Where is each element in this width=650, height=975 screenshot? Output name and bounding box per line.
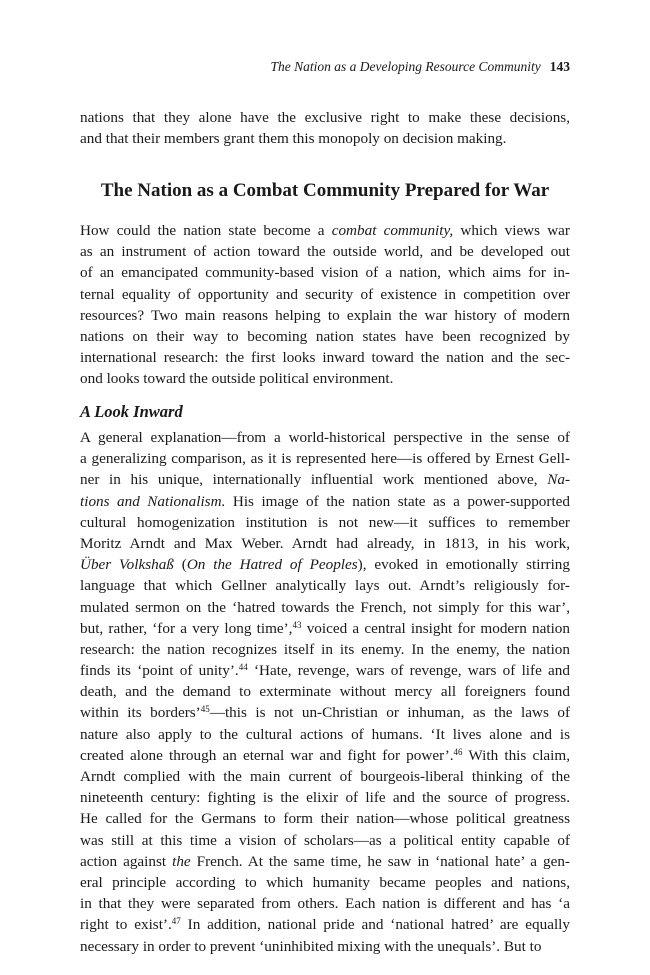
text-line — [80, 284, 570, 305]
text-line — [80, 893, 570, 914]
text-line — [80, 469, 570, 490]
text-line — [80, 745, 570, 766]
text-line — [80, 914, 570, 935]
text-run: His image of the nation state as a power-supported — [225, 492, 570, 510]
footnote-ref: 43 — [292, 619, 302, 630]
footnote-ref: 45 — [200, 704, 210, 715]
text-run: finds its ‘point of unity’. — [80, 662, 239, 680]
text-run: ond looks toward the outside political environment. — [80, 370, 394, 388]
text-run: mulated sermon on the ‘hatred towards the French, not simply for this war’, — [80, 598, 570, 616]
text-run: ‘Hate, revenge, wars of revenge, wars of life and — [247, 662, 570, 680]
text-run: eral principle according to which humanity became peoples and nations, — [80, 873, 570, 891]
text-run: Moritz Arndt and Max Weber. Arndt had already, in 1813, in his work, — [80, 534, 570, 552]
text-line — [80, 107, 570, 128]
text-run: and that their members grant them this monopoly on decision making. — [80, 130, 507, 148]
text-run: ternal equality of opportunity and security of existence in competition over — [80, 285, 570, 303]
text-run: ), evoked in emotionally stirring — [357, 556, 570, 574]
text-line — [80, 618, 570, 639]
text-run: nations on their way to becoming nation states have been recognized by — [80, 327, 570, 345]
running-head-title: The Nation as a Developing Resource Community — [270, 59, 541, 74]
text-line — [80, 830, 570, 851]
running-head — [271, 59, 570, 75]
text-run: ner in his unique, internationally influential work mentioned above, — [80, 471, 548, 489]
text-run: necessary in order to prevent ‘uninhibited mixing with the unequals’. But to — [80, 937, 542, 955]
text-run: death, and the demand to exterminate without mercy all foreigners found — [80, 683, 570, 701]
text-run: voiced a central insight for modern nation — [301, 619, 570, 637]
text-line — [80, 872, 570, 893]
text-run: of an emancipated community-based vision of a nation, which aims for in- — [80, 264, 570, 282]
text-line — [80, 660, 570, 681]
footnote-ref: 46 — [453, 746, 463, 757]
text-line — [80, 702, 570, 723]
text-run: within its borders’ — [80, 704, 201, 722]
footnote-ref: 47 — [171, 916, 181, 927]
paragraph-combat-community — [80, 220, 570, 390]
italic-text: combat community, — [331, 222, 454, 239]
text-line — [80, 262, 570, 283]
paragraph-continuation — [80, 107, 570, 149]
text-run: as an instrument of action toward the outside world, and be developed out — [80, 243, 570, 261]
section-heading: The Nation as a Combat Community Prepared for War — [100, 180, 550, 201]
text-run: He called for the Germans to form their nation—whose political greatness — [80, 810, 570, 828]
text-run: Arndt complied with the main current of bourgeois-liberal thinking of the — [80, 768, 570, 785]
text-line — [80, 936, 570, 957]
text-run: French. At the same time, he saw in ‘national hate’ a gen- — [190, 852, 570, 870]
italic-text: Na- — [547, 471, 570, 489]
text-run: but, rather, ‘for a very long time’, — [80, 619, 293, 637]
text-run: How could the nation state become a — [80, 222, 332, 239]
text-line — [80, 554, 570, 575]
text-run: created alone through an eternal war and fight for power’. — [80, 746, 454, 764]
text-run: In addition, national pride and ‘national hatred’ are equally — [180, 916, 570, 934]
text-line — [80, 427, 570, 448]
text-run: international research: the first looks inward toward the nation and the sec- — [80, 349, 570, 367]
page-number: 143 — [549, 59, 570, 74]
text-line — [80, 491, 570, 512]
text-run: ( — [173, 556, 187, 574]
text-line — [80, 851, 570, 872]
italic-text: the — [172, 852, 191, 870]
text-line — [80, 808, 570, 829]
text-run: action against — [80, 852, 173, 870]
text-run: nineteenth century: fighting is the elixir of life and the source of progress. — [80, 789, 570, 807]
paragraph-look-inward — [80, 427, 570, 957]
text-line — [80, 766, 570, 787]
text-run: right to exist’. — [80, 916, 172, 934]
text-line — [80, 575, 570, 596]
italic-text: On the Hatred of Peoples — [186, 556, 358, 574]
text-line — [80, 347, 570, 368]
text-line — [80, 533, 570, 554]
text-run: cultural homogenization institution is not new—it suffices to remember — [80, 513, 570, 531]
text-run: —this is not un-Christian or inhuman, as the laws of — [209, 704, 570, 722]
text-line — [80, 639, 570, 660]
text-run: a generalizing comparison, as it is represented here—is offered by Ernest Gell- — [80, 450, 570, 468]
text-line — [80, 326, 570, 347]
italic-text: tions and Nationalism. — [80, 492, 226, 510]
text-run: A general explanation—from a world-historical perspective in the sense of — [80, 429, 570, 446]
text-line — [80, 448, 570, 469]
text-line — [80, 512, 570, 533]
text-run: language that which Gellner analytically lays out. Arndt’s religiously for- — [80, 577, 570, 595]
text-line — [80, 787, 570, 808]
text-line — [80, 597, 570, 618]
text-line — [80, 241, 570, 262]
italic-text: Über Volkshaß — [80, 556, 174, 574]
text-line — [80, 681, 570, 702]
text-run: nations that they alone have the exclusive right to make these decisions, — [80, 109, 570, 126]
text-line — [80, 128, 570, 149]
text-run: With this claim, — [462, 746, 570, 764]
text-run: was still at this time a vision of scholars—as a political entity capable of — [80, 831, 570, 849]
text-run: research: the nation recognizes itself in its enemy. In the enemy, the nation — [80, 640, 570, 658]
text-line — [80, 368, 570, 389]
footnote-ref: 44 — [238, 662, 248, 673]
text-run: resources? Two main reasons helping to explain the war history of modern — [80, 306, 570, 324]
text-line — [80, 305, 570, 326]
subheading: A Look Inward — [80, 402, 183, 421]
text-run: in that they were separated from others. Each nation is different and has ‘a — [80, 895, 570, 913]
text-line — [80, 220, 570, 241]
text-run: which views war — [453, 222, 570, 239]
text-line — [80, 724, 570, 745]
text-run: nature also apply to the cultural actions of humans. ‘It lives alone and is — [80, 725, 570, 743]
